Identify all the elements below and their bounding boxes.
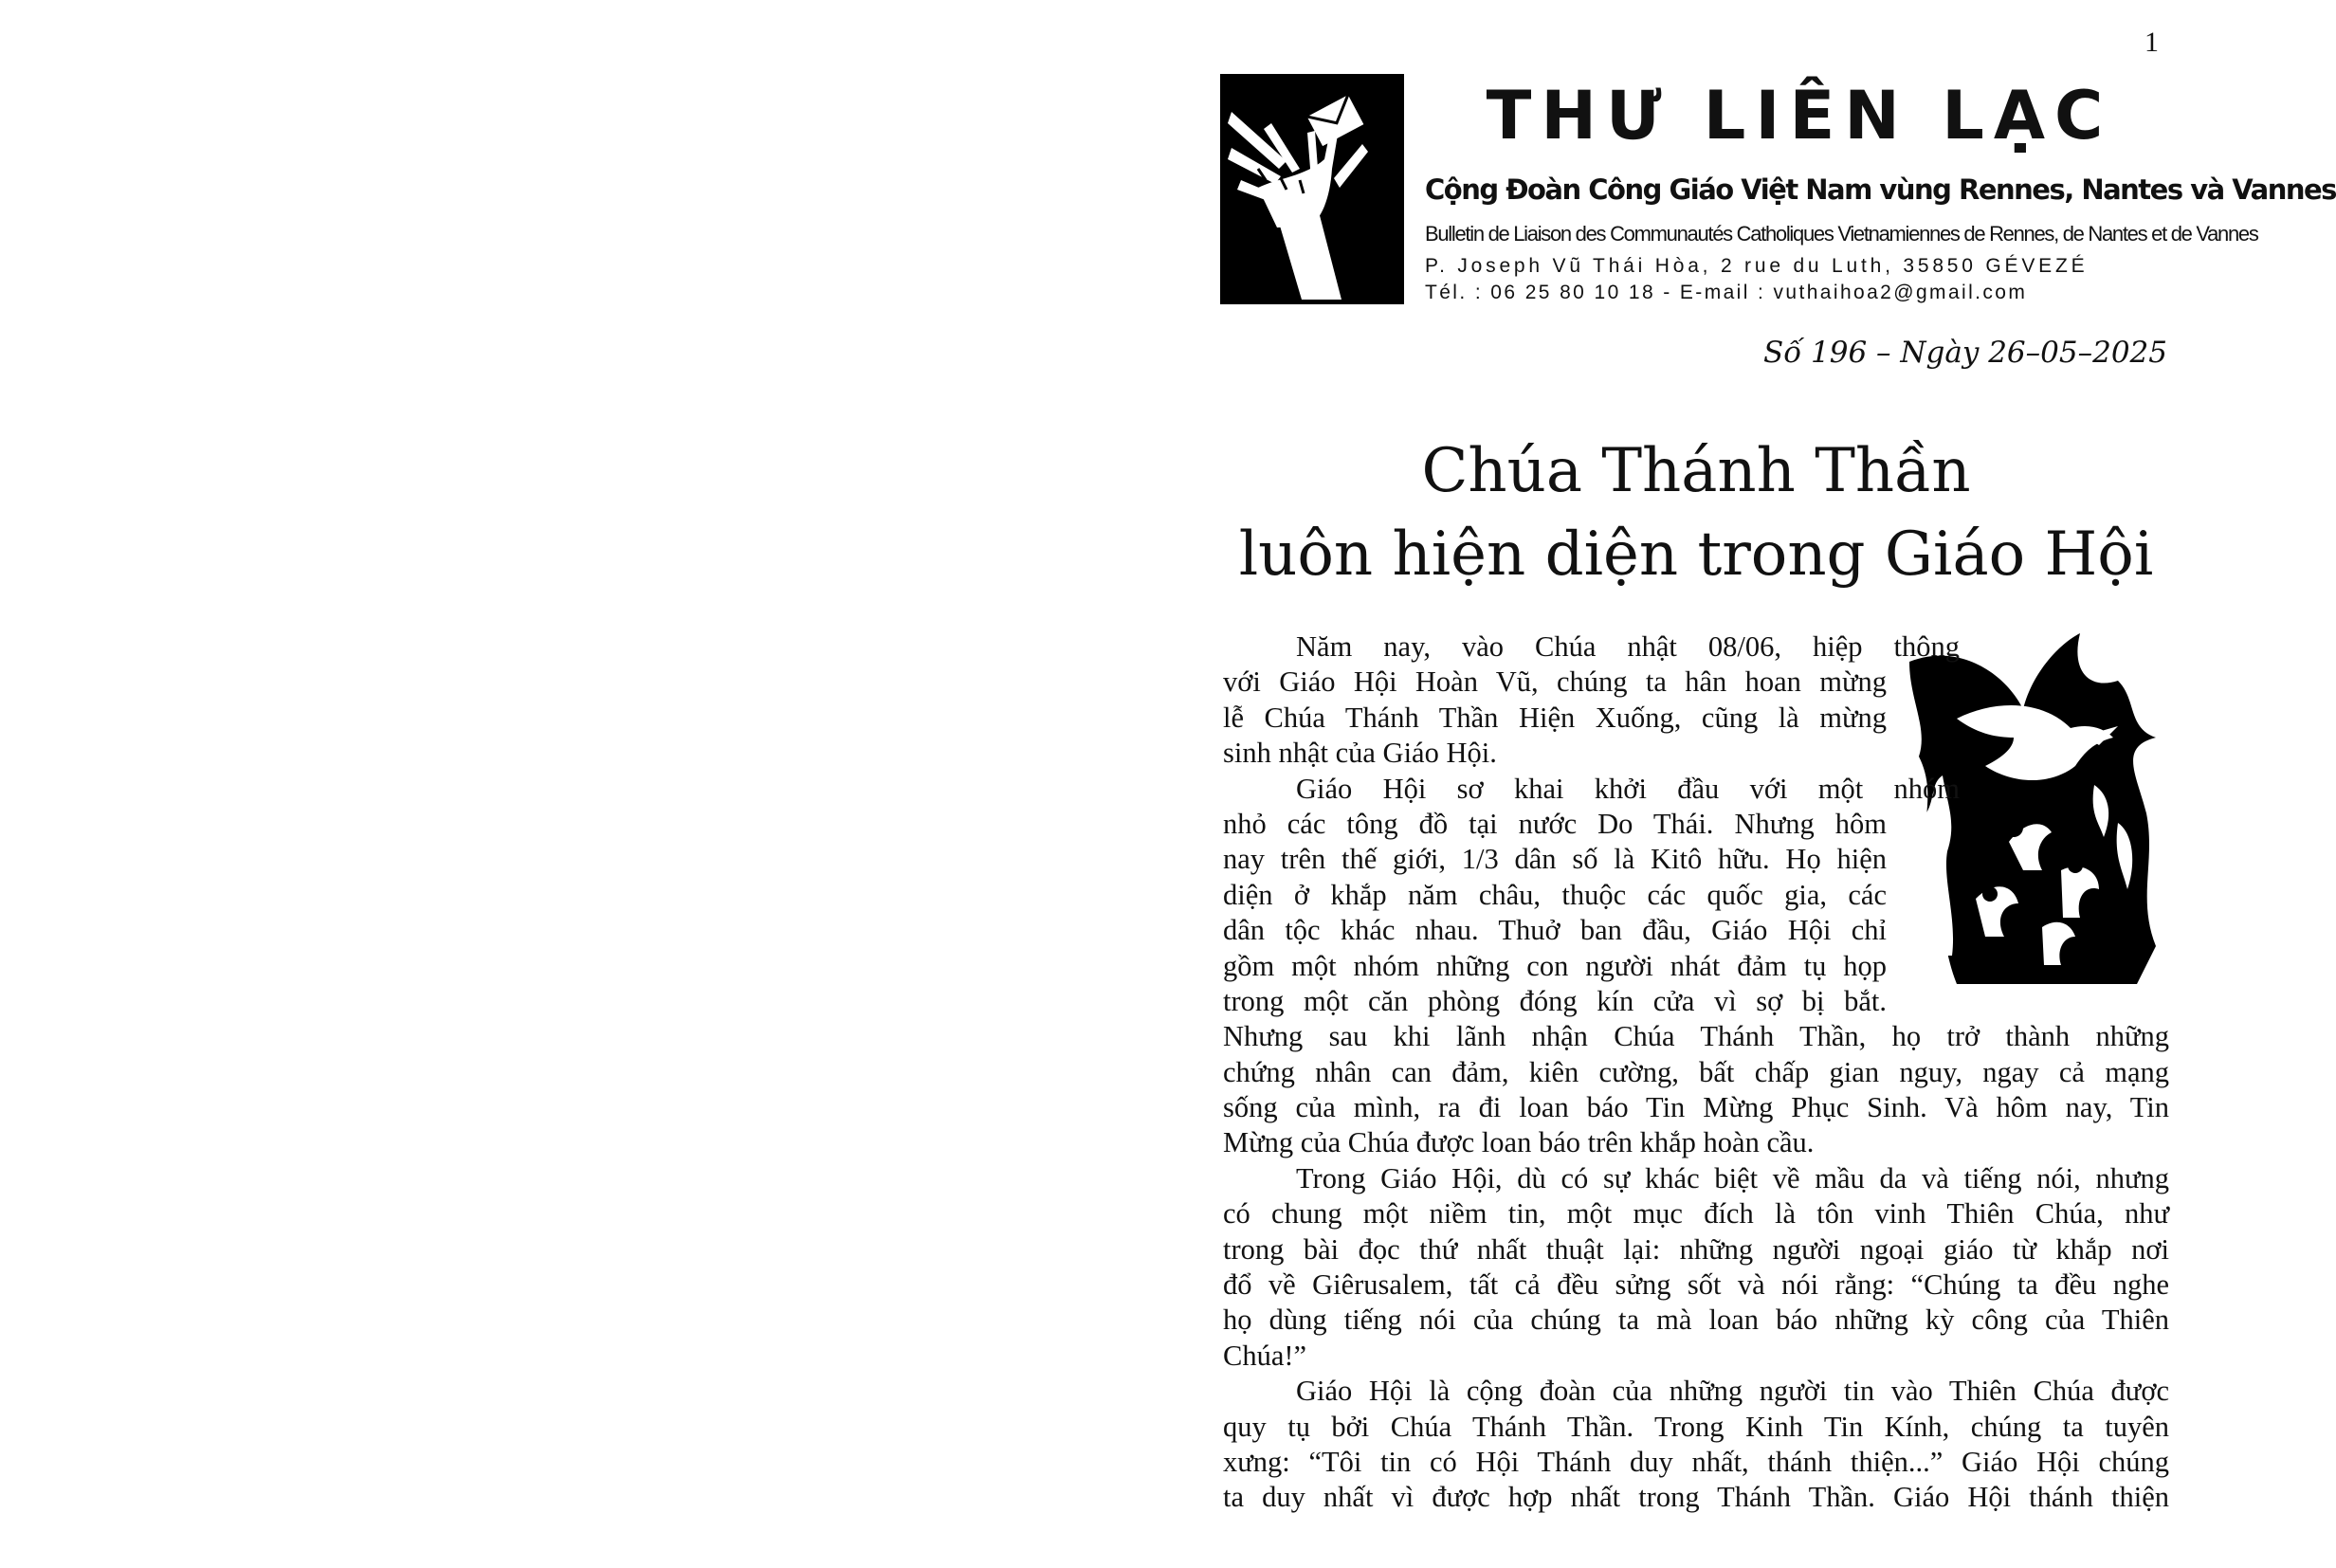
masthead-contact: Tél. : 06 25 80 10 18 - E-mail : vuthaihoa2@gmail.com <box>1425 282 2028 303</box>
body-line: nhỏ các tông đồ tại nước Do Thái. Nhưng hôm <box>1223 807 1887 840</box>
body-line: trong một căn phòng đóng kín cửa vì sợ bị bắt. <box>1223 984 1887 1017</box>
body-line: lễ Chúa Thánh Thần Hiện Xuống, cũng là mừng <box>1223 701 1887 734</box>
body-line: sống của mình, ra đi loan báo Tin Mừng Phục Sinh. Và hôm nay, Tin <box>1223 1091 2169 1124</box>
body-line: Giáo Hội sơ khai khởi đầu với một nhóm <box>1296 772 1960 805</box>
body-line: quy tụ bởi Chúa Thánh Thần. Trong Kinh Tin Kính, chúng ta tuyên <box>1223 1410 2169 1443</box>
masthead-french-subtitle: Bulletin de Liaison des Communautés Catholiques Vietnamiennes de Rennes, de Nantes et de Vannes <box>1425 222 2258 246</box>
body-line: Chúa!” <box>1223 1339 1307 1372</box>
body-line: dân tộc khác nhau. Thuở ban đầu, Giáo Hội chỉ <box>1223 914 1887 947</box>
page-number: 1 <box>2144 27 2159 58</box>
issue-number-date: Số 196 – Ngày 26–05–2025 <box>1762 336 2167 370</box>
hand-holding-letter-icon <box>1220 74 1404 304</box>
body-line: Giáo Hội là cộng đoàn của những người tin vào Thiên Chúa được <box>1296 1375 2169 1408</box>
headline-line-2: luôn hiện diện trong Giáo Hội <box>1238 520 2154 590</box>
body-line: có chung một niềm tin, một mục đích là tôn vinh Thiên Chúa, như <box>1223 1197 2169 1231</box>
body-line: Mừng của Chúa được loan báo trên khắp hoàn cầu. <box>1223 1126 1815 1159</box>
body-line: xưng: “Tôi tin có Hội Thánh duy nhất, thánh thiện...” Giáo Hội chúng <box>1223 1445 2169 1478</box>
body-line: nay trên thế giới, 1/3 dân số là Kitô hữu. Họ hiện <box>1223 843 1887 876</box>
body-line: ta duy nhất vì được hợp nhất trong Thánh Thần. Giáo Hội thánh thiện <box>1223 1481 2169 1514</box>
body-line: họ dùng tiếng nói của chúng ta mà loan báo những kỳ công của Thiên <box>1223 1304 2169 1337</box>
body-line: Trong Giáo Hội, dù có sự khác biệt về mầu da và tiếng nói, nhưng <box>1296 1161 2169 1194</box>
article-headline <box>1223 429 2169 596</box>
headline-line-1: Chúa Thánh Thần <box>1421 436 1971 506</box>
body-line: chứng nhân can đảm, kiên cường, bất chấp gian nguy, ngay cả mạng <box>1223 1055 2169 1088</box>
masthead-subtitle: Cộng Đoàn Công Giáo Việt Nam vùng Rennes, Nantes và Vannes <box>1425 173 2336 206</box>
body-line: với Giáo Hội Hoàn Vũ, chúng ta hân hoan mừng <box>1223 665 1887 699</box>
body-line: Năm nay, vào Chúa nhật 08/06, hiệp thông <box>1296 630 1960 663</box>
body-line: sinh nhật của Giáo Hội. <box>1223 737 1497 770</box>
body-line: trong bài đọc thứ nhất thuật lại: những người ngoại giáo từ khắp nơi <box>1223 1232 2169 1266</box>
body-line: đổ về Giêrusalem, tất cả đều sửng sốt và nói rằng: “Chúng ta đều nghe <box>1223 1268 2169 1302</box>
body-line: Nhưng sau khi lãnh nhận Chúa Thánh Thần, họ trở thành những <box>1223 1020 2169 1053</box>
masthead-address: P. Joseph Vũ Thái Hòa, 2 rue du Luth, 35850 GÉVEZÉ <box>1425 255 2089 277</box>
body-line: gồm một nhóm những con người nhát đảm tụ họp <box>1223 949 1887 982</box>
article-body <box>1223 629 2169 1516</box>
masthead-title: THƯ LIÊN LẠC <box>1486 77 2113 155</box>
body-line: diện ở khắp năm châu, thuộc các quốc gia, các <box>1223 878 1887 911</box>
